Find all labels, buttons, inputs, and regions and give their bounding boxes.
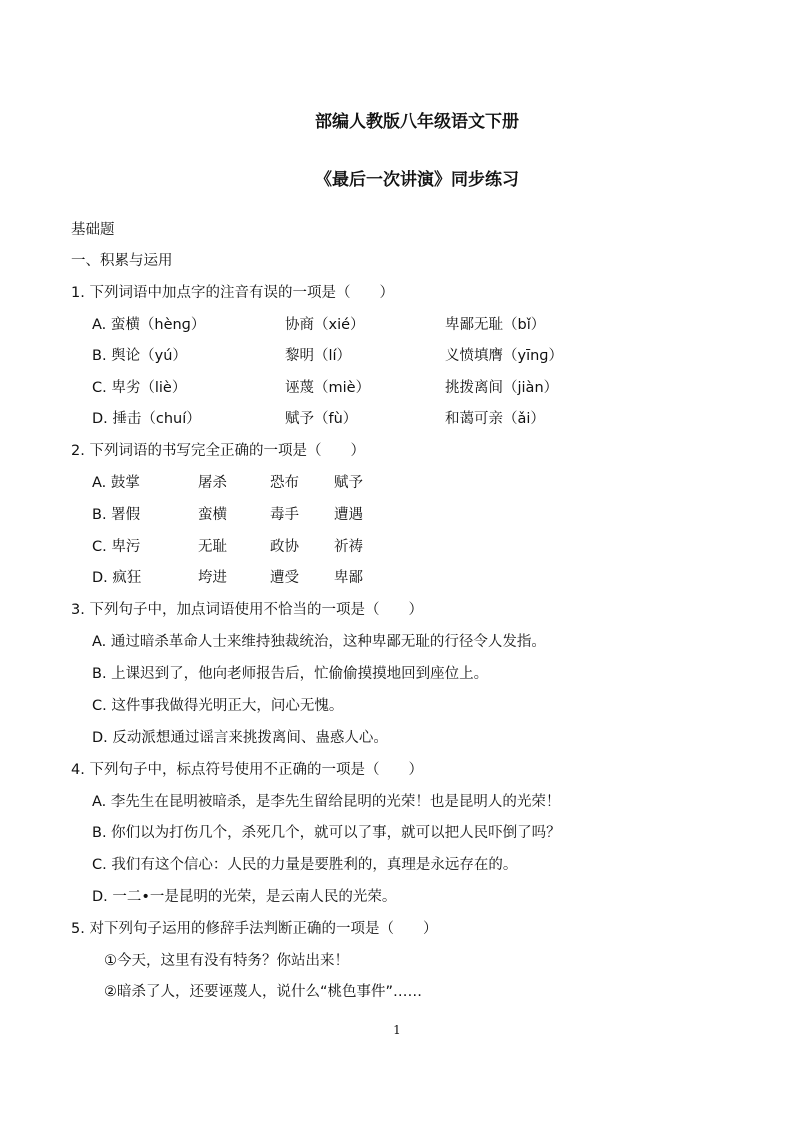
document-title: 部编人教版八年级语文下册 xyxy=(315,112,519,132)
q3-option-c: C. 这件事我做得光明正大，问心无愧。 xyxy=(92,698,344,714)
q1-option-d: D. 捶击（chuí） xyxy=(92,411,201,427)
question-2-stem: 2. 下列词语的书写完全正确的一项是（ ） xyxy=(71,443,365,459)
q1-option-c-word3: 挑拨离间（jiàn） xyxy=(445,380,559,396)
q3-option-d: D. 反动派想通过谣言来挑拨离间、蛊惑人心。 xyxy=(92,730,388,746)
q2-option-a-word2: 屠杀 xyxy=(198,475,227,491)
question-1-stem: 1. 下列词语中加点字的注音有误的一项是（ ） xyxy=(71,285,394,301)
q4-option-d: D. 一二•一是昆明的光荣，是云南人民的光荣。 xyxy=(92,889,397,905)
part-heading: 一、积累与运用 xyxy=(71,253,173,269)
q1-option-c: C. 卑劣（liè） xyxy=(92,380,187,396)
q1-option-c-word2: 诬蔑（miè） xyxy=(285,380,371,396)
q1-option-a-word2: 协商（xié） xyxy=(285,317,365,333)
q1-option-a-word3: 卑鄙无耻（bǐ） xyxy=(445,317,546,333)
q2-option-b-word4: 遭遇 xyxy=(334,507,363,523)
q5-sentence-2: ②暗杀了人，还要诬蔑人，说什么“桃色事件”…… xyxy=(104,984,423,1000)
q4-option-c: C. 我们有这个信心：人民的力量是要胜利的，真理是永远存在的。 xyxy=(92,857,518,873)
q1-option-d-word3: 和蔼可亲（ǎi） xyxy=(445,411,545,427)
q2-option-b-word3: 毒手 xyxy=(270,507,299,523)
q2-option-b: B. 署假 xyxy=(92,507,141,523)
q2-option-c-word4: 祈祷 xyxy=(334,539,363,555)
q4-option-b: B. 你们以为打伤几个，杀死几个，就可以了事，就可以把人民吓倒了吗？ xyxy=(92,825,561,841)
question-4-stem: 4. 下列句子中，标点符号使用不正确的一项是（ ） xyxy=(71,762,423,778)
q5-sentence-1: ①今天，这里有没有特务？你站出来！ xyxy=(104,953,349,969)
q2-option-b-word2: 蛮横 xyxy=(198,507,227,523)
q2-option-a: A. 鼓掌 xyxy=(92,475,140,491)
q1-option-b-word2: 黎明（lí） xyxy=(285,348,352,364)
q1-option-a: A. 蛮横（hènɡ） xyxy=(92,317,206,333)
section-heading: 基础题 xyxy=(71,222,115,238)
q4-option-a: A. 李先生在昆明被暗杀，是李先生留给昆明的光荣！也是昆明人的光荣！ xyxy=(92,794,561,810)
q2-option-d-word2: 垮进 xyxy=(198,570,227,586)
question-5-stem: 5. 对下列句子运用的修辞手法判断正确的一项是（ ） xyxy=(71,921,438,937)
q2-option-a-word3: 恐布 xyxy=(270,475,299,491)
q2-option-d: D. 疯狂 xyxy=(92,570,142,586)
q3-option-b: B. 上课迟到了，他向老师报告后，忙偷偷摸摸地回到座位上。 xyxy=(92,666,489,682)
q3-option-a: A. 通过暗杀革命人士来维持独裁统治，这种卑鄙无耻的行径令人发指。 xyxy=(92,634,546,650)
q2-option-a-word4: 赋予 xyxy=(334,475,363,491)
q2-option-c-word2: 无耻 xyxy=(198,539,227,555)
q2-option-c-word3: 政协 xyxy=(270,539,299,555)
question-3-stem: 3. 下列句子中，加点词语使用不恰当的一项是（ ） xyxy=(71,602,423,618)
q2-option-c: C. 卑污 xyxy=(92,539,141,555)
page-number: 1 xyxy=(393,1023,401,1037)
q2-option-d-word4: 卑鄙 xyxy=(334,570,363,586)
q2-option-d-word3: 遭受 xyxy=(270,570,299,586)
q1-option-b-word3: 义愤填膺（yīnɡ） xyxy=(445,348,564,364)
document-subtitle: 《最后一次讲演》同步练习 xyxy=(315,170,519,190)
q1-option-d-word2: 赋予（fù） xyxy=(285,411,358,427)
q1-option-b: B. 舆论（yú） xyxy=(92,348,187,364)
